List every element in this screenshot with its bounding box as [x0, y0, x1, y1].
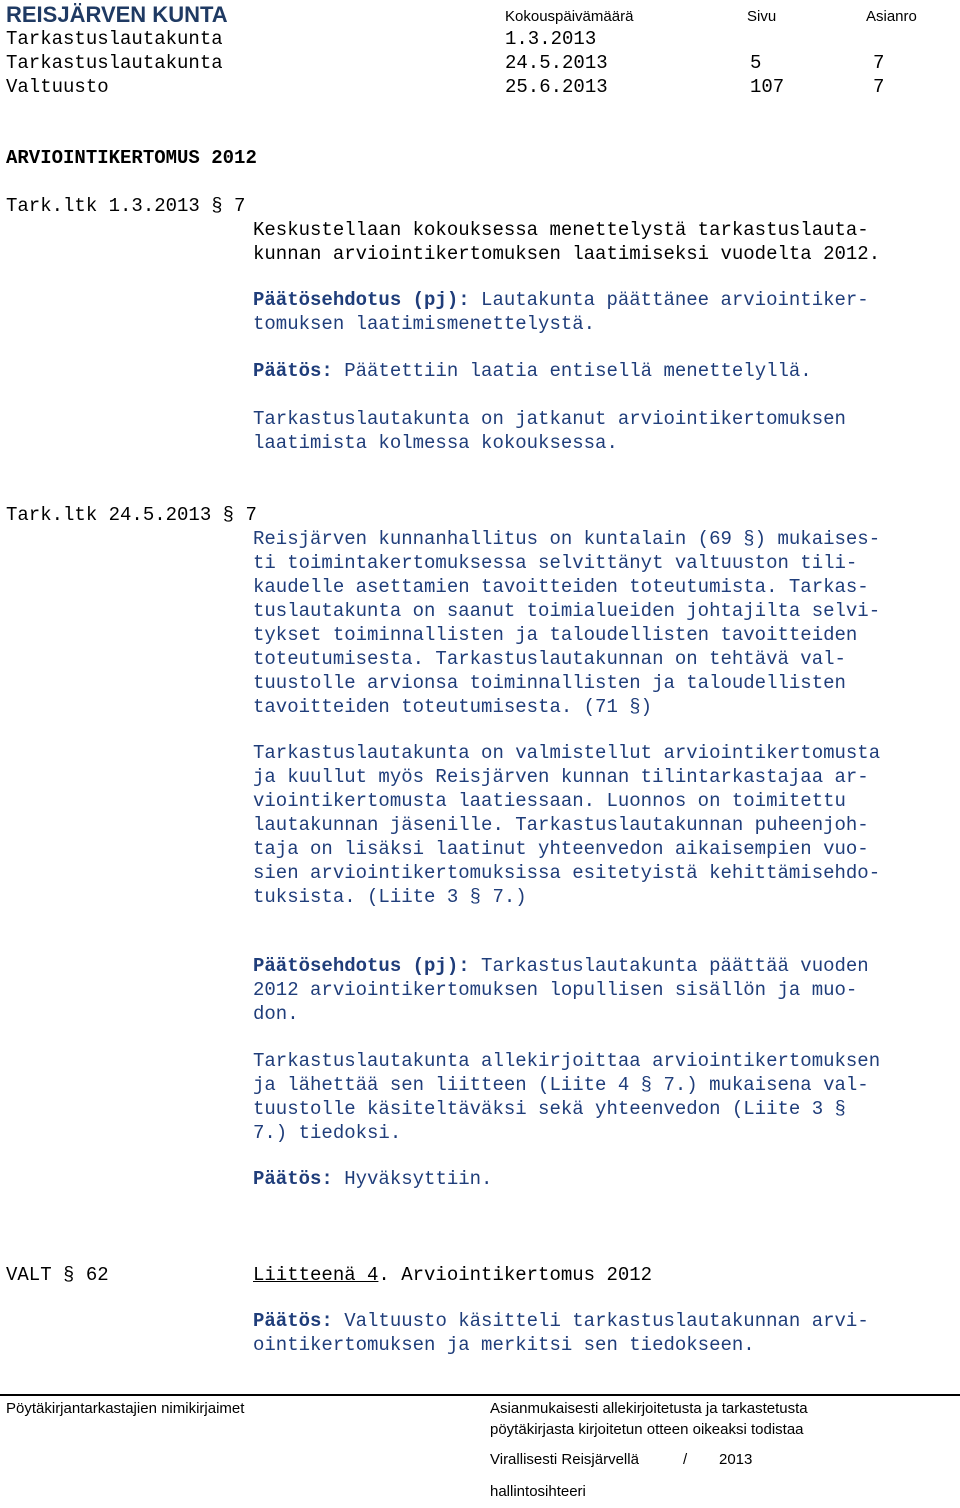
decision-text: ointikertomuksen ja merkitsi sen tiedokseen. — [253, 1334, 755, 1356]
org-name: REISJÄRVEN KUNTA — [6, 2, 228, 27]
paragraph-line: tykset toiminnallisten ja taloudellisten tavoitteiden — [253, 624, 858, 646]
header-row-date: 1.3.2013 — [505, 28, 597, 50]
decision-text: Hyväksyttiin. — [332, 1168, 493, 1190]
footer-divider — [0, 1394, 960, 1396]
paragraph-line: Keskustellaan kokouksessa menettelystä tarkastuslauta- — [253, 219, 869, 241]
footer-initials-label: Pöytäkirjantarkastajien nimikirjaimet — [6, 1400, 245, 1417]
header-row-body: Tarkastuslautakunta — [6, 28, 223, 50]
paragraph-line: toteutumisesta. Tarkastuslautakunnan on tehtävä val- — [253, 648, 846, 670]
paragraph-line: ti toimintakertomuksessa selvittänyt valtuuston tili- — [253, 552, 858, 574]
section-ref: Tark.ltk 1.3.2013 § 7 — [6, 195, 246, 217]
paragraph-line: ja kuullut myös Reisjärven kunnan tilintarkastajaa ar- — [253, 766, 869, 788]
proposal-text: 2012 arviointikertomuksen lopullisen sisällön ja muo- — [253, 979, 858, 1001]
paragraph-line: taja on lisäksi laatinut yhteenvedon aikaisempien vuo- — [253, 838, 869, 860]
paragraph-line: Tarkastuslautakunta allekirjoittaa arviointikertomuksen — [253, 1050, 881, 1072]
decision-text: Valtuusto käsitteli tarkastuslautakunnan arvi- — [332, 1310, 869, 1332]
footer-year: 2013 — [719, 1451, 753, 1468]
proposal-text: don. — [253, 1003, 299, 1025]
header-row-date: 25.6.2013 — [505, 76, 608, 98]
paragraph-line: laatimista kolmessa kokouksessa. — [253, 432, 618, 454]
proposal-text: Lautakunta päättänee arviointiker- — [469, 289, 869, 311]
decision-line — [253, 359, 812, 383]
paragraph-line: 7.) tiedoksi. — [253, 1122, 402, 1144]
proposal-line — [253, 954, 869, 978]
attachment-line — [253, 1263, 652, 1287]
paragraph-line: tuslautakunta on saanut toimialueiden johtajilta selvi- — [253, 600, 881, 622]
header-row-date: 24.5.2013 — [505, 52, 608, 74]
paragraph-line: ja lähettää sen liitteen (Liite 4 § 7.) mukaisena val- — [253, 1074, 869, 1096]
footer-certification-line: Asianmukaisesti allekirjoitetusta ja tarkastetusta — [490, 1400, 808, 1417]
paragraph-line: viointikertomusta laatiessaan. Luonnos on toimitettu — [253, 790, 846, 812]
section-ref: Tark.ltk 24.5.2013 § 7 — [6, 504, 257, 526]
header-row-body: Valtuusto — [6, 76, 109, 98]
paragraph-line: tuustolle käsiteltäväksi sekä yhteenvedon (Liite 3 § — [253, 1098, 846, 1120]
header-row-case: 7 — [873, 76, 885, 98]
footer-role: hallintosihteeri — [490, 1483, 586, 1500]
col-case-header: Asianro — [866, 8, 917, 25]
paragraph-line: Reisjärven kunnanhallitus on kuntalain (69 §) mukaises- — [253, 528, 881, 550]
paragraph-line: Tarkastuslautakunta on valmistellut arviointikertomusta — [253, 742, 881, 764]
proposal-label: Päätösehdotus (pj): — [253, 289, 470, 311]
proposal-line — [253, 288, 869, 312]
decision-label: Päätös: — [253, 1168, 333, 1190]
section-ref: VALT § 62 — [6, 1264, 109, 1286]
proposal-text: Tarkastuslautakunta päättää vuoden — [469, 955, 869, 977]
header-row-page: 5 — [750, 52, 762, 74]
decision-text: Päätettiin laatia entisellä menettelyllä. — [332, 360, 812, 382]
header-row-page: 107 — [750, 76, 785, 98]
paragraph-line: tuksista. (Liite 3 § 7.) — [253, 886, 527, 908]
proposal-text: tomuksen laatimismenettelystä. — [253, 313, 596, 335]
col-date-header: Kokouspäivämäärä — [505, 8, 634, 25]
col-page-header: Sivu — [747, 8, 777, 25]
decision-line — [253, 1309, 869, 1333]
attachment-link[interactable]: Liitteenä 4 — [253, 1264, 379, 1286]
header-row-body: Tarkastuslautakunta — [6, 52, 223, 74]
paragraph-line: kaudelle asettamien tavoitteiden toteutumista. Tarkas- — [253, 576, 869, 598]
document-title: ARVIOINTIKERTOMUS 2012 — [6, 147, 257, 169]
decision-line — [253, 1167, 492, 1191]
footer-date-slash: / — [683, 1451, 688, 1468]
paragraph-line: sien arviointikertomuksissa esitetyistä kehittämisehdo- — [253, 862, 881, 884]
attachment-text: . Arviointikertomus 2012 — [378, 1264, 653, 1286]
decision-label: Päätös: — [253, 1310, 333, 1332]
footer-place: Virallisesti Reisjärvellä — [490, 1451, 639, 1468]
paragraph-line: kunnan arviointikertomuksen laatimiseksi vuodelta 2012. — [253, 243, 881, 265]
footer-certification-line: pöytäkirjasta kirjoitetun otteen oikeaksi todistaa — [490, 1421, 804, 1438]
paragraph-line: lautakunnan jäsenille. Tarkastuslautakunnan puheenjoh- — [253, 814, 869, 836]
proposal-label: Päätösehdotus (pj): — [253, 955, 470, 977]
paragraph-line: tavoitteiden toteutumisesta. (71 §) — [253, 696, 653, 718]
paragraph-line: Tarkastuslautakunta on jatkanut arviointikertomuksen — [253, 408, 846, 430]
decision-label: Päätös: — [253, 360, 333, 382]
paragraph-line: tuustolle arvionsa toiminnallisten ja taloudellisten — [253, 672, 846, 694]
header-row-case: 7 — [873, 52, 885, 74]
